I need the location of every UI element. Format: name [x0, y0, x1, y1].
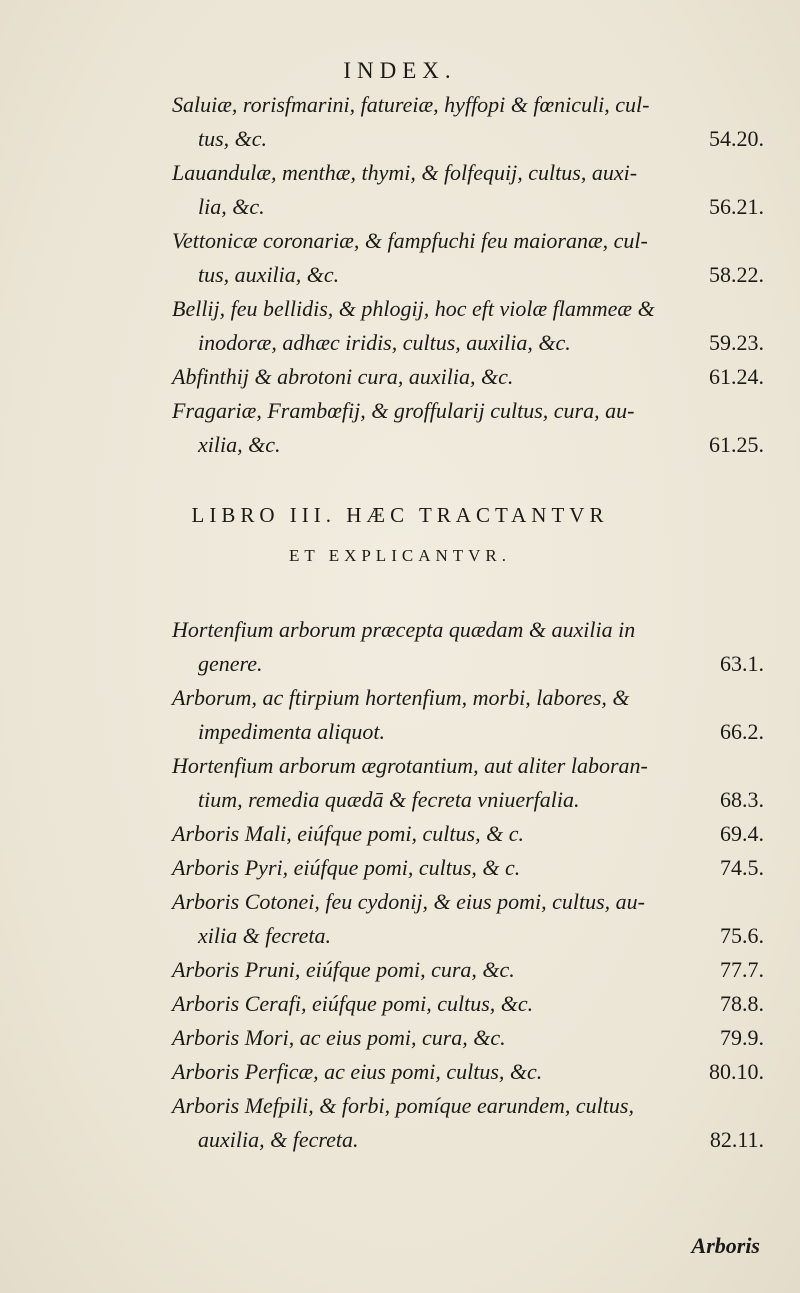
entry-text-line: impedimenta aliquot.	[198, 719, 385, 744]
index-entry	[172, 681, 782, 749]
page-reference: 61.24.	[709, 364, 764, 389]
catchword: Arboris	[691, 1233, 760, 1258]
entry-text-line: tus, &c.	[198, 126, 268, 151]
index-entry	[172, 851, 782, 885]
page-reference: 69.4.	[720, 821, 764, 846]
page-reference: 74.5.	[720, 855, 764, 880]
entry-text-line: Arboris Mori, ac eius pomi, cura, &c.	[172, 1025, 506, 1050]
index-entry	[172, 224, 782, 292]
entry-text-line: Abfinthij & abrotoni cura, auxilia, &c.	[172, 364, 514, 389]
entry-text-line: Arboris Perficæ, ac eius pomi, cultus, &c.	[172, 1059, 543, 1084]
entry-text-line: auxilia, & fecreta.	[198, 1127, 359, 1152]
entry-text-line: Saluiæ, rorisfmarini, fatureiæ, hyffopi & fœniculi, cul-	[172, 92, 650, 117]
page-reference: 54.20.	[709, 126, 764, 151]
page-reference: 82.11.	[709, 1127, 764, 1152]
page-reference: 59.23.	[709, 330, 764, 355]
entry-text-line: Arboris Cerafi, eiúfque pomi, cultus, &c.	[172, 991, 534, 1016]
page-reference: 58.22.	[709, 262, 764, 287]
page-reference: 77.7.	[720, 957, 764, 982]
page-reference: 80.10.	[709, 1059, 764, 1084]
page-reference: 61.25.	[709, 432, 764, 457]
entry-text-line: Lauandulæ, menthæ, thymi, & folfequij, cultus, auxi-	[172, 160, 638, 185]
entry-text-line: Arboris Cotonei, feu cydonij, & eius pomi, cultus, au-	[172, 889, 645, 914]
index-entry	[172, 1055, 782, 1089]
index-entry	[172, 749, 782, 817]
section-heading: LIBRO III. HÆC TRACTANTVR	[191, 503, 609, 527]
entry-text-line: Vettonicæ coronariæ, & fampfuchi feu maioranæ, cul-	[172, 228, 648, 253]
entry-text-line: Arboris Mefpili, & forbi, pomíque earundem, cultus,	[172, 1093, 634, 1118]
entry-text-line: Hortenfium arborum ægrotantium, aut aliter laboran-	[172, 753, 648, 778]
page-reference: 68.3.	[720, 787, 764, 812]
page-reference: 66.2.	[720, 719, 764, 744]
entry-text-line: Fragariæ, Frambœfij, & groffularij cultus, cura, au-	[172, 398, 635, 423]
index-entry	[172, 88, 782, 156]
index-entry	[172, 360, 782, 394]
entry-text-line: tium, remedia quædā & fecreta vniuerfalia.	[198, 787, 580, 812]
page-reference: 75.6.	[720, 923, 764, 948]
entry-text-line: xilia & fecreta.	[198, 923, 331, 948]
entry-text-line: tus, auxilia, &c.	[198, 262, 340, 287]
index-entry	[172, 292, 782, 360]
page-reference: 79.9.	[720, 1025, 764, 1050]
entry-text-line: genere.	[198, 651, 263, 676]
entry-text-line: inodoræ, adhæc iridis, cultus, auxilia, &c.	[198, 330, 571, 355]
entry-text-line: xilia, &c.	[198, 432, 281, 457]
index-entry	[172, 1021, 782, 1055]
page-reference: 63.1.	[720, 651, 764, 676]
entry-text-line: Arboris Pruni, eiúfque pomi, cura, &c.	[172, 957, 515, 982]
index-entry	[172, 987, 782, 1021]
index-entry	[172, 953, 782, 987]
entry-text-line: Bellij, feu bellidis, & phlogij, hoc eft violæ flammeæ &	[172, 296, 655, 321]
page-header: INDEX.	[343, 58, 457, 83]
entry-text-line: Arborum, ac ftirpium hortenfium, morbi, labores, &	[172, 685, 630, 710]
index-entry	[172, 817, 782, 851]
index-entry	[172, 885, 782, 953]
page-reference: 56.21.	[709, 194, 764, 219]
index-entry	[172, 394, 782, 462]
entry-text-line: lia, &c.	[198, 194, 265, 219]
entry-text-line: Arboris Mali, eiúfque pomi, cultus, & c.	[172, 821, 524, 846]
index-entry	[172, 156, 782, 224]
section-subheading: ET EXPLICANTVR.	[288, 546, 511, 565]
entry-text-line: Hortenfium arborum præcepta quædam & auxilia in	[172, 617, 636, 642]
index-entry	[172, 1089, 782, 1157]
page-reference: 78.8.	[720, 991, 764, 1016]
index-entry	[172, 613, 782, 681]
entry-text-line: Arboris Pyri, eiúfque pomi, cultus, & c.	[172, 855, 521, 880]
